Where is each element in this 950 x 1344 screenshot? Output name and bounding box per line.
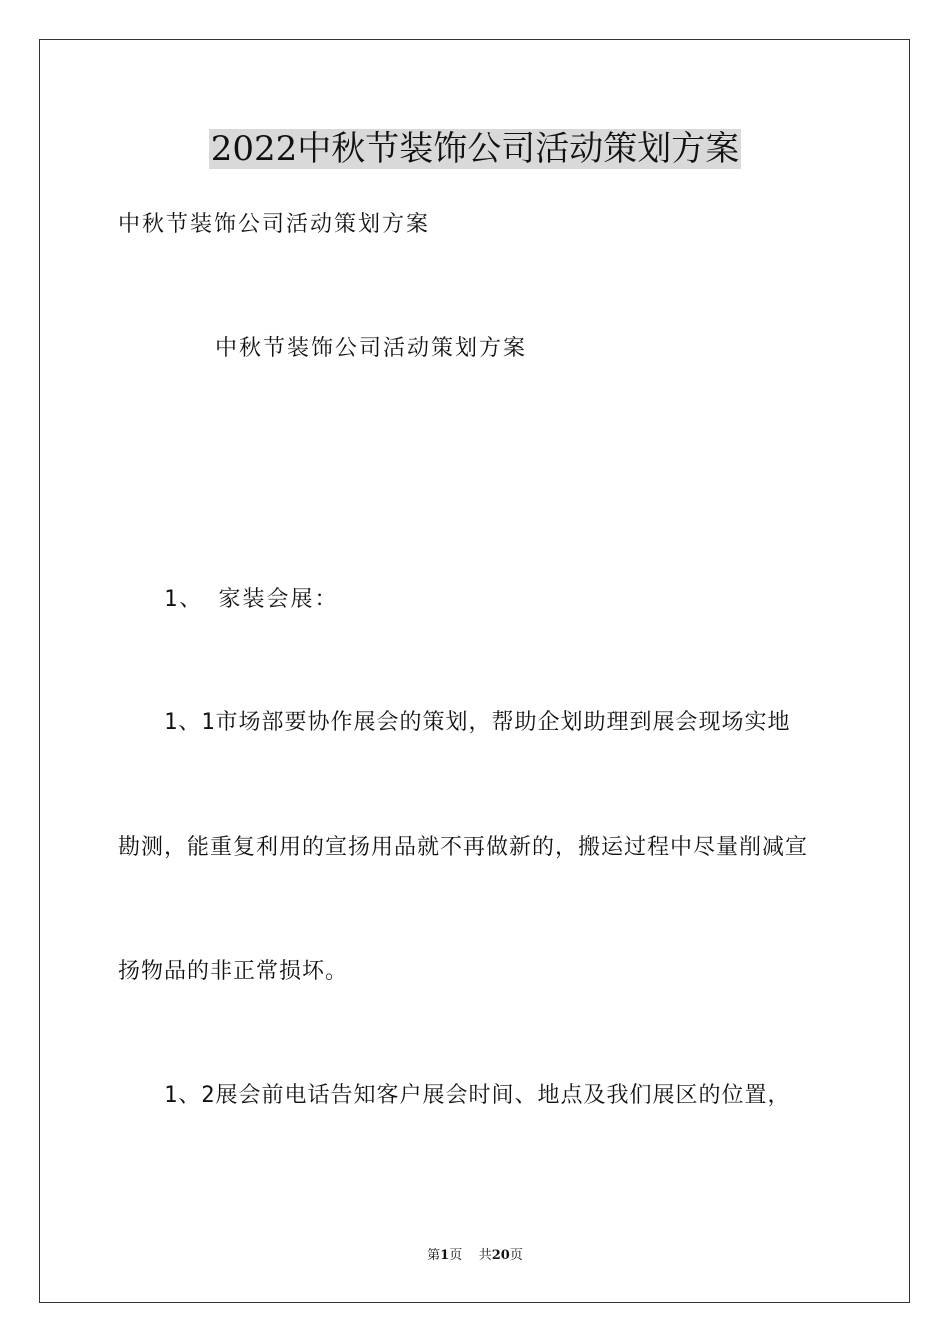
footer-page-number: 1	[440, 1248, 450, 1263]
document-subtitle: 中秋节装饰公司活动策划方案	[118, 212, 431, 237]
page-footer	[0, 1247, 950, 1265]
document-title	[0, 127, 950, 171]
footer-total-prefix: 共	[478, 1248, 492, 1263]
inner-heading: 中秋节装饰公司活动策划方案	[215, 336, 528, 361]
footer-page-suffix: 页	[449, 1248, 463, 1263]
footer-total-suffix: 页	[509, 1248, 523, 1263]
footer-page-prefix: 第	[427, 1248, 441, 1263]
section-heading-1: 1、 家装会展：	[164, 587, 339, 612]
paragraph-1-1-line-2: 勘测，能重复利用的宣扬用品就不再做新的，搬运过程中尽量削减宣	[118, 835, 809, 860]
paragraph-1-1-line-3: 扬物品的非正常损坏。	[118, 959, 349, 984]
footer-total-pages: 20	[491, 1248, 510, 1263]
document-title-text: 2022中秋节装饰公司活动策划方案	[210, 129, 740, 169]
paragraph-1-2-line-1: 1、2展会前电话告知客户展会时间、地点及我们展区的位置，	[164, 1083, 791, 1108]
paragraph-1-1-line-1: 1、1市场部要协作展会的策划，帮助企划助理到展会现场实地	[164, 710, 791, 735]
